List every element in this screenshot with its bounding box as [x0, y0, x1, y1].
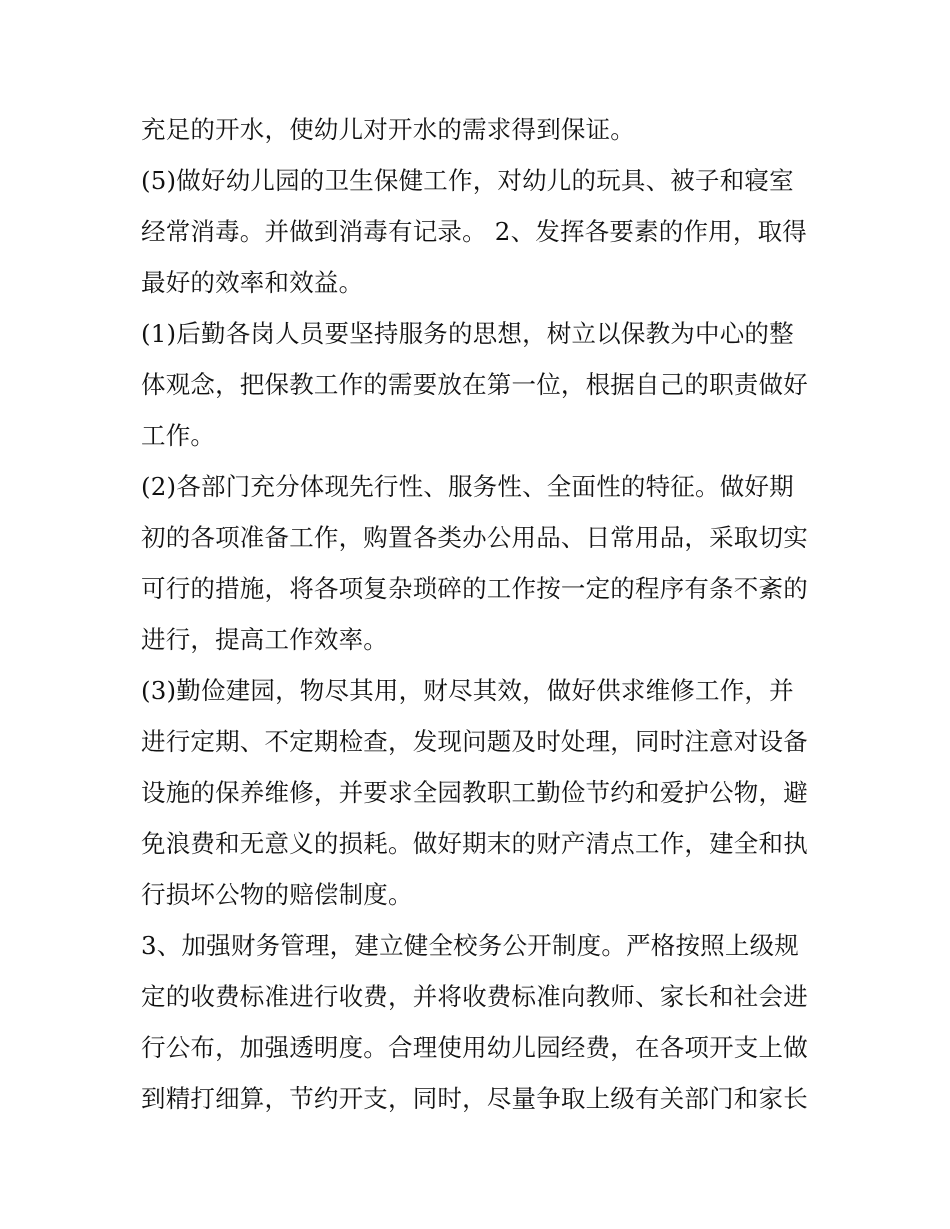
text-line: 工作。	[141, 421, 216, 450]
text-line: 充足的开水，使幼儿对开水的需求得到保证。	[141, 115, 635, 144]
text-line: 可行的措施，将各项复杂琐碎的工作按一定的程序有条不紊的	[141, 574, 808, 603]
document-body	[141, 104, 821, 1124]
text-line: 进行定期、不定期检查，发现问题及时处理，同时注意对设备	[141, 727, 808, 756]
text-line: 最好的效率和效益。	[141, 268, 364, 297]
text-line: 行损坏公物的赔偿制度。	[141, 880, 413, 909]
text-line: (1)后勤各岗人员要坚持服务的思想，树立以保教为中心的整	[141, 319, 794, 348]
text-line: 进行，提高工作效率。	[141, 625, 388, 654]
text-line: 初的各项准备工作，购置各类办公用品、日常用品，采取切实	[141, 523, 808, 552]
text-line: (2)各部门充分体现先行性、服务性、全面性的特征。做好期	[141, 472, 794, 501]
text-line: 到精打细算，节约开支，同时，尽量争取上级有关部门和家长	[141, 1084, 808, 1113]
text-line: (5)做好幼儿园的卫生保健工作，对幼儿的玩具、被子和寝室	[141, 166, 794, 195]
text-line: 3、加强财务管理，建立健全校务公开制度。严格按照上级规	[141, 931, 799, 960]
text-line: 设施的保养维修，并要求全园教职工勤俭节约和爱护公物，避	[141, 778, 808, 807]
text-line: 经常消毒。并做到消毒有记录。 2、发挥各要素的作用，取得	[141, 217, 807, 246]
text-line: 体观念，把保教工作的需要放在第一位，根据自己的职责做好	[141, 370, 808, 399]
text-line: 行公布，加强透明度。合理使用幼儿园经费，在各项开支上做	[141, 1033, 808, 1062]
text-line: 定的收费标准进行收费，并将收费标准向教师、家长和社会进	[141, 982, 808, 1011]
text-line: 免浪费和无意义的损耗。做好期末的财产清点工作，建全和执	[141, 829, 808, 858]
text-line: (3)勤俭建园，物尽其用，财尽其效，做好供求维修工作，并	[141, 676, 794, 705]
